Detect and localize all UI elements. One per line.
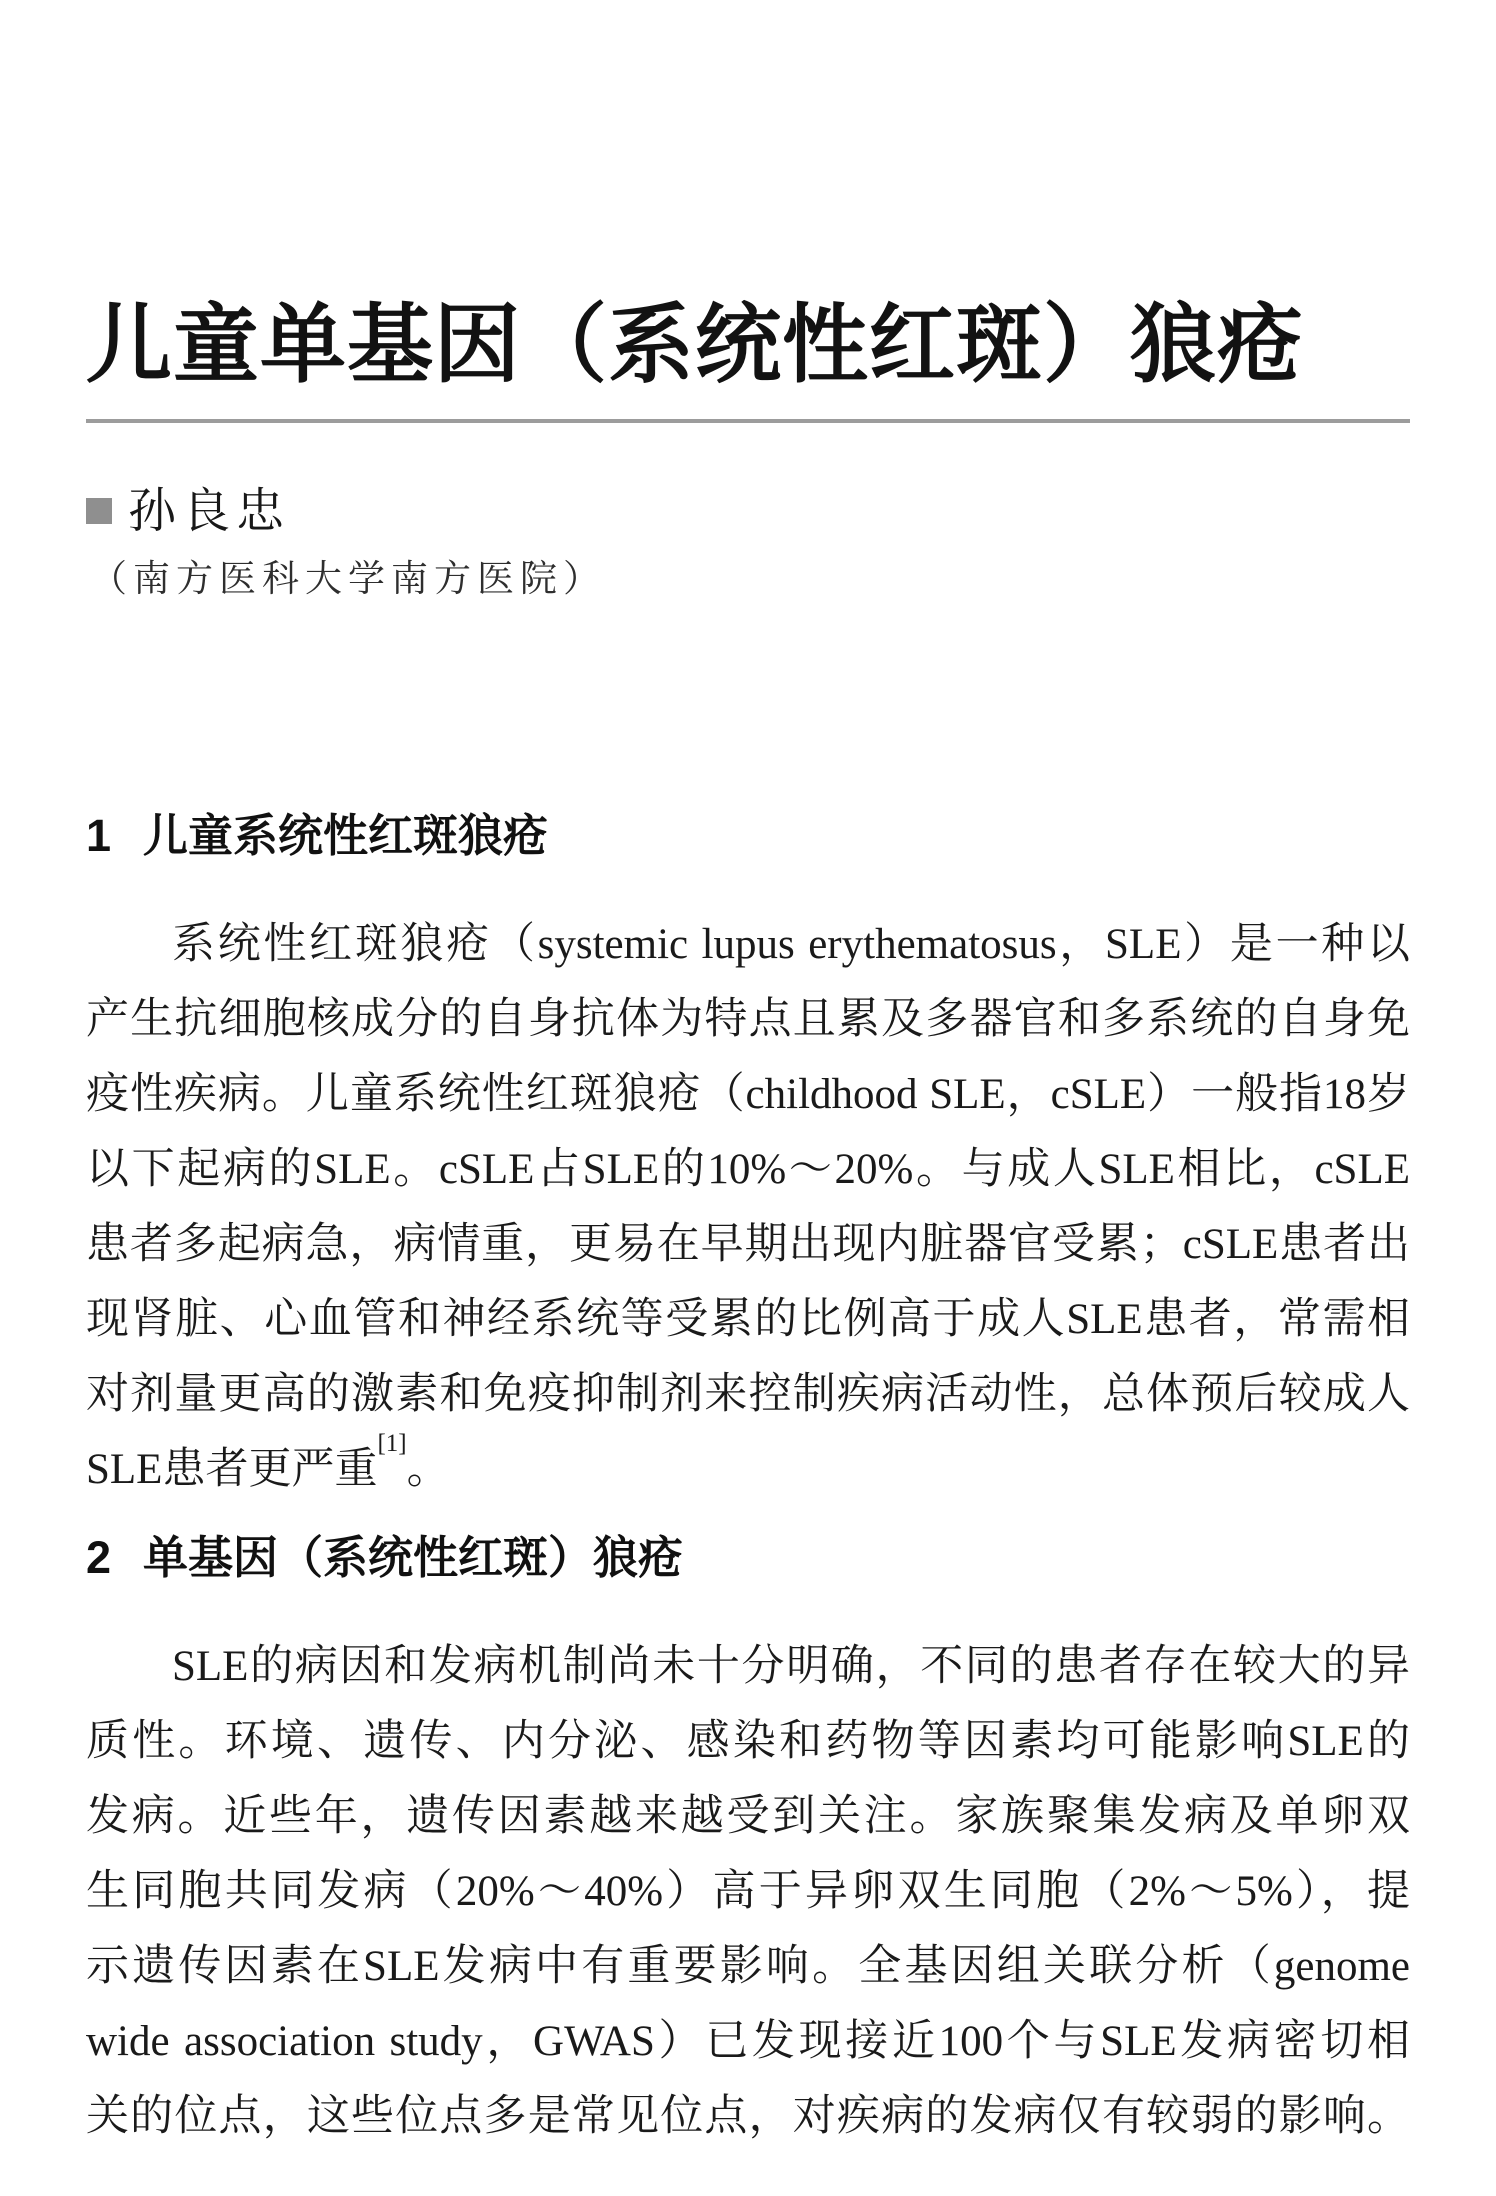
author-affiliation: （南方医科大学南方医院） — [90, 559, 606, 601]
author-name: 孙良忠 — [128, 484, 291, 538]
page-title: 儿童单基因（系统性红斑）狼疮 — [86, 297, 1304, 393]
body-line — [86, 1429, 1410, 1507]
body-line: 疫性疾病。儿童系统性红斑狼疮（childhood SLE，cSLE）一般指18岁 — [86, 1071, 1410, 1119]
body-line: SLE的病因和发病机制尚未十分明确，不同的患者存在较大的异 — [172, 1643, 1410, 1691]
body-line: 生同胞共同发病（20%～40%）高于异卵双生同胞（2%～5%），提 — [86, 1868, 1410, 1916]
section-1-paragraph — [86, 907, 1410, 1507]
section-title: 儿童系统性红斑狼疮 — [143, 810, 549, 862]
body-line: wide association study，GWAS）已发现接近100个与SLE发病密切相 — [86, 2018, 1410, 2066]
author-row — [86, 483, 1410, 541]
section-number: 1 — [86, 810, 112, 862]
body-text: SLE患者更严重 — [86, 1446, 378, 1494]
body-line: 现肾脏、心血管和神经系统等受累的比例高于成人SLE患者，常需相 — [86, 1296, 1410, 1344]
section-heading-1 — [86, 809, 1410, 863]
page-content — [86, 0, 1410, 2154]
section-title: 单基因（系统性红斑）狼疮 — [143, 1532, 684, 1584]
body-line: 关的位点，这些位点多是常见位点，对疾病的发病仅有较弱的影响。 — [86, 2093, 1410, 2141]
body-text: 。 — [406, 1446, 450, 1494]
section-number: 2 — [86, 1532, 112, 1584]
body-line: 系统性红斑狼疮（systemic lupus erythematosus，SLE）是一种以 — [172, 921, 1410, 969]
body-line: 以下起病的SLE。cSLE占SLE的10%～20%。与成人SLE相比，cSLE — [86, 1146, 1410, 1194]
body-line: 质性。环境、遗传、内分泌、感染和药物等因素均可能影响SLE的 — [86, 1718, 1410, 1766]
square-bullet-icon — [86, 498, 112, 524]
body-line: 示遗传因素在SLE发病中有重要影响。全基因组关联分析（genome — [86, 1943, 1410, 1991]
body-line: 发病。近些年，遗传因素越来越受到关注。家族聚集发病及单卵双 — [86, 1793, 1410, 1841]
section-2-paragraph — [86, 1629, 1410, 2154]
body-line: 产生抗细胞核成分的自身抗体为特点且累及多器官和多系统的自身免 — [86, 996, 1410, 1044]
body-line: 患者多起病急，病情重，更易在早期出现内脏器官受累；cSLE患者出 — [86, 1221, 1410, 1269]
section-heading-2 — [86, 1531, 1410, 1585]
footnote-reference: [1] — [377, 1429, 407, 1457]
body-line: 对剂量更高的激素和免疫抑制剂来控制疾病活动性，总体预后较成人 — [86, 1371, 1410, 1419]
title-divider — [86, 419, 1410, 423]
